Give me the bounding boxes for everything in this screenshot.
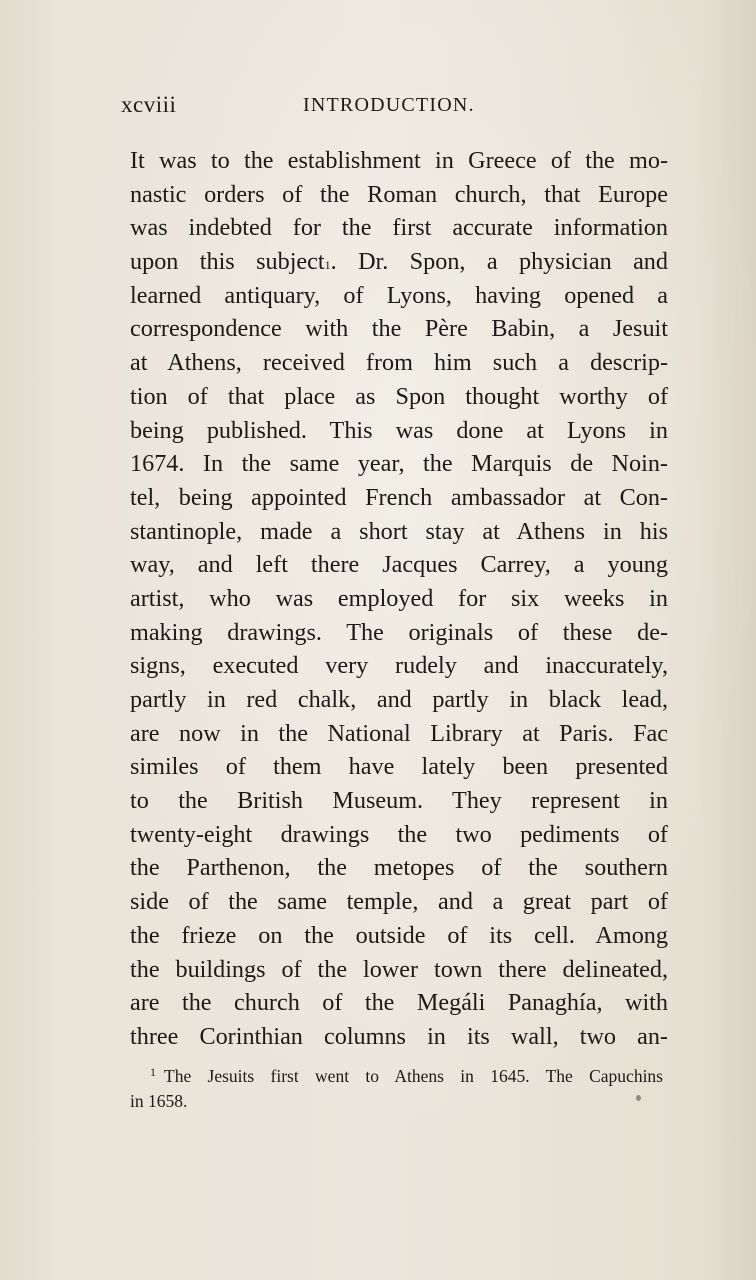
- body-line: making drawings. The originals of these de-: [130, 618, 668, 646]
- footnote-line: [130, 1058, 663, 1087]
- body-line: nastic orders of the Roman church, that Europe: [130, 180, 668, 208]
- running-head: INTRODUCTION.: [303, 94, 475, 116]
- body-line: at Athens, received from him such a descrip-: [130, 349, 668, 377]
- body-line: the Parthenon, the metopes of the southern: [130, 854, 668, 882]
- body-text: [130, 144, 668, 1054]
- body-line: are now in the National Library at Paris. Fac: [130, 719, 668, 747]
- body-line: stantinople, made a short stay at Athens in his: [130, 517, 668, 545]
- body-line: the buildings of the lower town there delineated,: [130, 955, 668, 983]
- body-line: are the church of the Megáli Panaghía, with: [130, 989, 668, 1017]
- page-header: [121, 92, 666, 128]
- body-line: 1674. In the same year, the Marquis de Noin-: [130, 450, 668, 478]
- body-line: similes of them have lately been presented: [130, 753, 668, 781]
- body-line: side of the same temple, and a great part of: [130, 888, 668, 916]
- body-line-with-note-ref: [130, 245, 668, 279]
- body-line: signs, executed very rudely and inaccurately,: [130, 652, 668, 680]
- footnote-reference: 1: [324, 258, 331, 273]
- body-line: It was to the establishment in Greece of the mo-: [130, 147, 668, 174]
- footnote: [130, 1058, 663, 1116]
- footnote-line: in 1658.: [130, 1091, 188, 1111]
- body-line: three Corinthian columns in its wall, two an-: [130, 1022, 668, 1050]
- body-line: learned antiquary, of Lyons, having opened a: [130, 281, 668, 309]
- body-line: was indebted for the first accurate information: [130, 214, 668, 242]
- body-line: the frieze on the outside of its cell. Among: [130, 921, 668, 949]
- body-line: partly in red chalk, and partly in black lead,: [130, 686, 668, 713]
- ink-speck: [636, 1095, 641, 1101]
- body-line-end: . Dr. Spon, a physician and: [330, 248, 668, 276]
- body-line-start: upon this subject: [130, 248, 325, 276]
- body-line: tel, being appointed French ambassador at Con-: [130, 483, 668, 511]
- footnote-marker: 1: [150, 1065, 156, 1079]
- page-number: xcviii: [121, 92, 177, 117]
- body-line: artist, who was employed for six weeks in: [130, 584, 668, 612]
- body-line: way, and left there Jacques Carrey, a young: [130, 551, 668, 579]
- body-line: being published. This was done at Lyons in: [130, 416, 668, 444]
- body-line: to the British Museum. They represent in: [130, 787, 668, 815]
- body-line: tion of that place as Spon thought worthy of: [130, 382, 668, 410]
- body-line: correspondence with the Père Babin, a Jesuit: [130, 315, 668, 343]
- footnote-text: The Jesuits first went to Athens in 1645. The Capuchins: [164, 1066, 663, 1086]
- body-line: twenty-eight drawings the two pediments of: [130, 820, 668, 848]
